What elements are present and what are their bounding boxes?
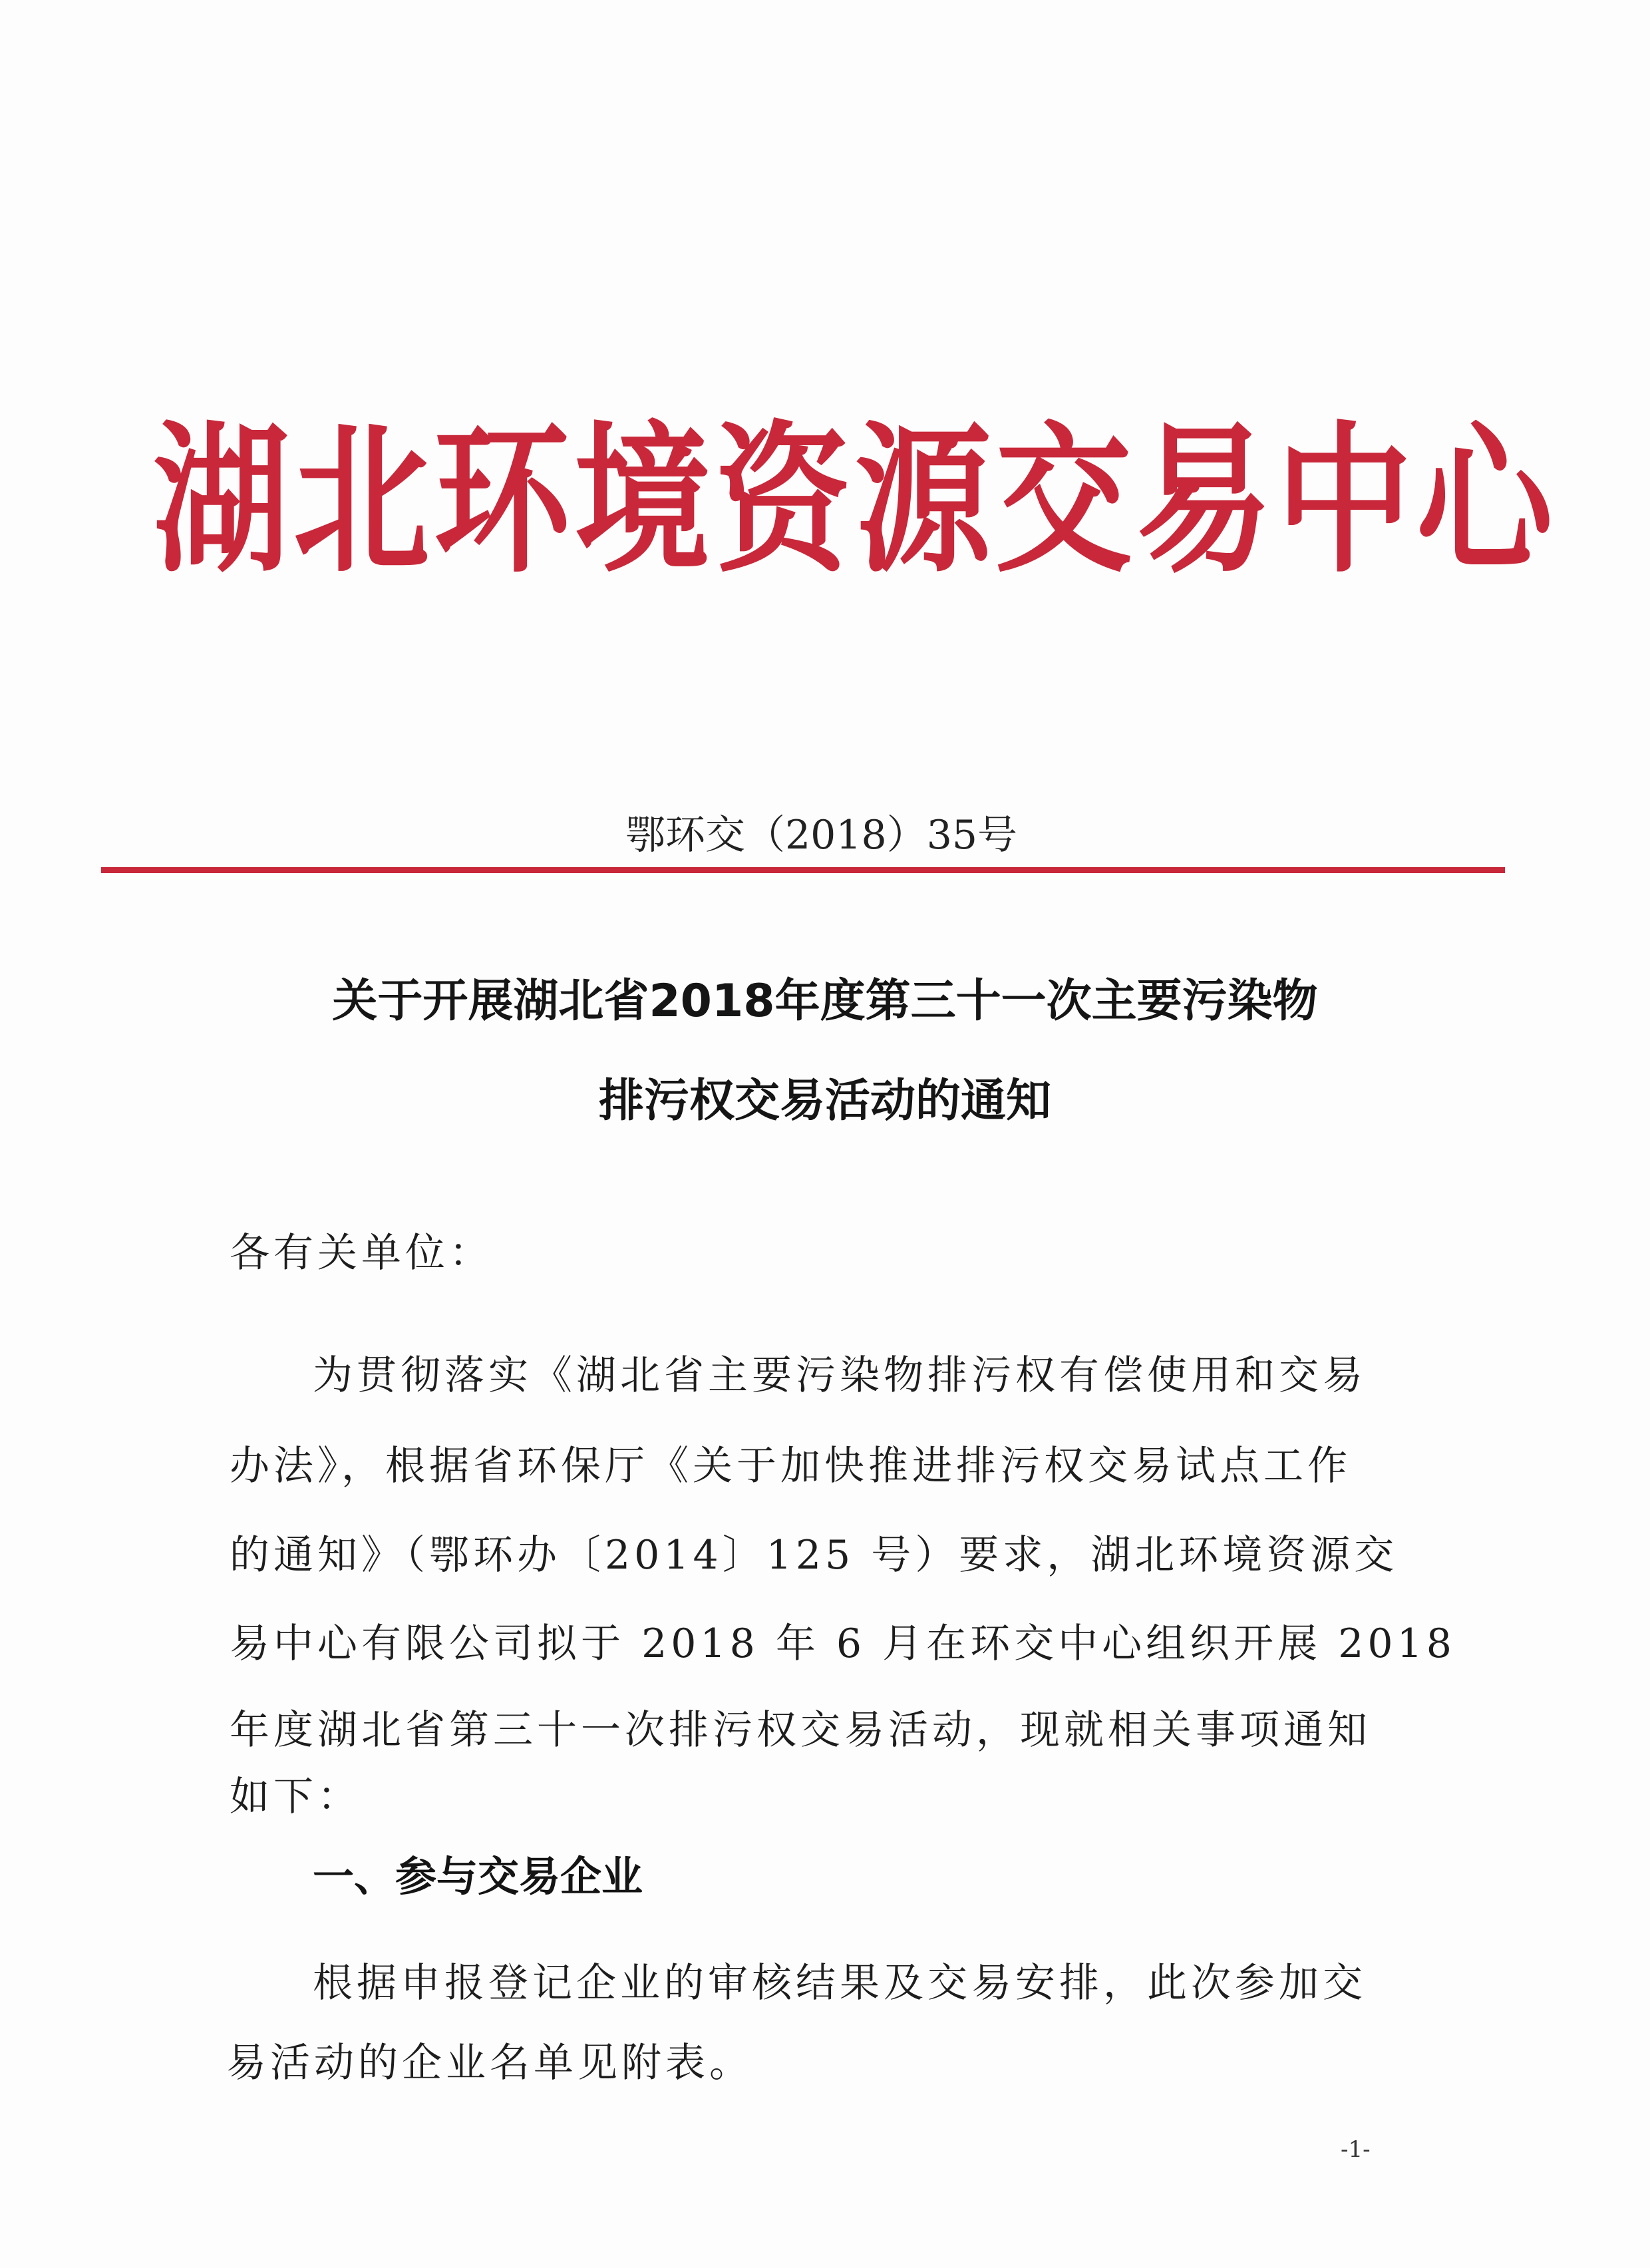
page-number: -1- [1341, 2136, 1371, 2163]
document-title-line-1: 关于开展湖北省2018年度第三十一次主要污染物 [332, 975, 1318, 1028]
paragraph-line: 如下： [230, 1774, 361, 1820]
red-divider-line [101, 867, 1505, 873]
document-title-line-2: 排污权交易活动的通知 [598, 1075, 1051, 1127]
paragraph-line: 办法》，根据省环保厅《关于加快推进排污权交易试点工作 [230, 1443, 1351, 1489]
org-name-header: 湖北环境资源交易中心 [153, 407, 1557, 595]
paragraph-line: 年度湖北省第三十一次排污权交易活动，现就相关事项通知 [230, 1707, 1371, 1754]
paragraph-line: 的通知》（鄂环办〔2014〕125 号）要求，湖北环境资源交 [230, 1532, 1399, 1579]
section-heading: 一、参与交易企业 [313, 1852, 643, 1901]
paragraph-line: 易中心有限公司拟于 2018 年 6 月在环交中心组织开展 2018 [230, 1620, 1456, 1667]
document-number: 鄂环交（2018）35号 [625, 812, 1018, 858]
paragraph-line: 为贯彻落实《湖北省主要污染物排污权有偿使用和交易 [313, 1352, 1367, 1399]
paragraph-line: 根据申报登记企业的审核结果及交易安排，此次参加交 [313, 1960, 1367, 2006]
paragraph-line: 易活动的企业名单见附表。 [226, 2040, 753, 2086]
salutation: 各有关单位： [230, 1230, 493, 1276]
